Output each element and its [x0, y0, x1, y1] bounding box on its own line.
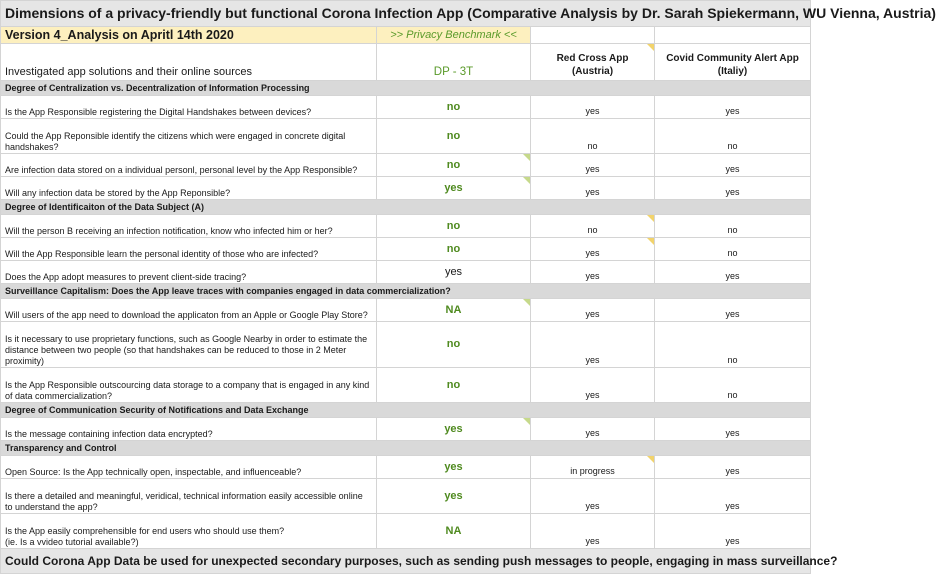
redcross-answer[interactable]: yes	[531, 238, 655, 261]
section-header-row	[1, 200, 811, 215]
empty-cell[interactable]	[655, 27, 811, 44]
table-row	[1, 119, 811, 154]
covid-answer[interactable]: yes	[655, 479, 811, 514]
question-cell[interactable]	[1, 418, 377, 441]
comment-marker-icon	[647, 215, 654, 222]
redcross-answer[interactable]: yes	[531, 154, 655, 177]
comment-marker-icon	[523, 154, 530, 161]
redcross-answer[interactable]: no	[531, 119, 655, 154]
table-row	[1, 177, 811, 200]
question-text: Is the message containing infection data encrypted?	[5, 429, 213, 439]
dp3t-answer[interactable]: no	[377, 119, 531, 154]
comment-marker-icon	[523, 418, 530, 425]
question-cell[interactable]	[1, 215, 377, 238]
table-row	[1, 514, 811, 549]
covid-header-line1: Covid Community Alert App	[666, 53, 799, 64]
covid-answer[interactable]: yes	[655, 514, 811, 549]
table-row	[1, 322, 811, 368]
question-text: Is it necessary to use proprietary functions, such as Google Nearby in order to estimate the	[5, 334, 368, 344]
table-row	[1, 299, 811, 322]
covid-answer[interactable]: no	[655, 368, 811, 403]
privacy-benchmark-cell[interactable]: >> Privacy Benchmark <<	[377, 27, 531, 44]
covid-answer[interactable]: no	[655, 322, 811, 368]
redcross-answer[interactable]: yes	[531, 322, 655, 368]
redcross-answer[interactable]: yes	[531, 514, 655, 549]
version-cell[interactable]: Version 4_Analysis on Apritl 14th 2020	[1, 27, 377, 44]
table-row	[1, 261, 811, 284]
table-row	[1, 479, 811, 514]
question-text: Will the App Responsible learn the personal identity of those who are infected?	[5, 249, 319, 259]
redcross-answer[interactable]: yes	[531, 479, 655, 514]
dp3t-answer[interactable]: yes	[377, 261, 531, 284]
dp3t-answer[interactable]: yes	[377, 177, 531, 200]
page-title[interactable]: Dimensions of a privacy-friendly but functional Corona Infection App (Comparative Analysis by Dr. Sarah Spiekermann, WU Vienna, Austria)	[1, 1, 811, 27]
question-text: Open Source: Is the App technically open, inspectable, and influenceable?	[5, 467, 302, 477]
section-heading[interactable]: Surveillance Capitalism: Does the App leave traces with companies engaged in data commercialization?	[1, 284, 811, 299]
title-row	[1, 1, 811, 27]
dp3t-column-header[interactable]: DP - 3T	[377, 44, 531, 81]
table-row	[1, 96, 811, 119]
question-cell[interactable]	[1, 514, 377, 549]
redcross-answer[interactable]: yes	[531, 418, 655, 441]
covid-answer[interactable]: yes	[655, 456, 811, 479]
footer-question[interactable]: Could Corona App Data be used for unexpected secondary purposes, such as sending push messages to people, engaging in mass surveillance?	[1, 549, 811, 574]
comment-marker-icon	[647, 456, 654, 463]
section-heading[interactable]: Transparency and Control	[1, 441, 811, 456]
comment-marker-icon	[523, 299, 530, 306]
dp3t-answer[interactable]: no	[377, 322, 531, 368]
question-text: Will users of the app need to download the applicaton from an Apple or Google Play Store?	[5, 310, 368, 320]
dp3t-answer[interactable]: no	[377, 96, 531, 119]
question-cell[interactable]	[1, 456, 377, 479]
covid-answer[interactable]: yes	[655, 418, 811, 441]
question-cell[interactable]	[1, 368, 377, 403]
covid-answer[interactable]: yes	[655, 96, 811, 119]
question-text: Could the App Reponsible identify the citizens which were engaged in concrete digital	[5, 131, 346, 141]
question-column-header[interactable]: Investigated app solutions and their online sources	[1, 44, 377, 81]
question-cell[interactable]	[1, 119, 377, 154]
footer-row	[1, 549, 811, 574]
covid-column-header[interactable]	[655, 44, 811, 81]
redcross-header-line2: (Austria)	[571, 66, 614, 77]
dp3t-answer[interactable]: yes	[377, 418, 531, 441]
question-text: Is there a detailed and meaningful, veridical, technical information easily accessible online	[5, 491, 363, 501]
covid-answer[interactable]: yes	[655, 154, 811, 177]
table-row	[1, 154, 811, 177]
question-cell[interactable]	[1, 238, 377, 261]
question-text: proximity)	[5, 356, 45, 366]
covid-answer[interactable]: yes	[655, 299, 811, 322]
empty-cell[interactable]	[531, 27, 655, 44]
version-row	[1, 27, 811, 44]
section-header-row	[1, 441, 811, 456]
comment-marker-icon	[647, 238, 654, 245]
section-header-row	[1, 403, 811, 418]
redcross-answer[interactable]: yes	[531, 299, 655, 322]
table-row	[1, 215, 811, 238]
redcross-answer[interactable]: no	[531, 215, 655, 238]
section-heading[interactable]: Degree of Centralization vs. Decentralization of Information Processing	[1, 81, 811, 96]
table-row	[1, 238, 811, 261]
dp3t-answer[interactable]: NA	[377, 514, 531, 549]
redcross-column-header[interactable]	[531, 44, 655, 81]
question-cell[interactable]	[1, 154, 377, 177]
covid-answer[interactable]: no	[655, 238, 811, 261]
covid-answer[interactable]: no	[655, 119, 811, 154]
question-text: distance between two people (so that handshakes can be reduced to those in 2 Meter	[5, 345, 347, 355]
dp3t-answer[interactable]: yes	[377, 456, 531, 479]
question-cell[interactable]	[1, 479, 377, 514]
table-row	[1, 368, 811, 403]
comment-marker-icon	[523, 177, 530, 184]
column-header-row	[1, 44, 811, 81]
dp3t-answer[interactable]: yes	[377, 479, 531, 514]
section-heading[interactable]: Degree of Communication Security of Notifications and Data Exchange	[1, 403, 811, 418]
question-cell[interactable]	[1, 299, 377, 322]
dp3t-answer[interactable]: no	[377, 238, 531, 261]
question-text: Is the App easily comprehensible for end users who should use them?	[5, 526, 285, 536]
question-cell[interactable]	[1, 322, 377, 368]
question-text: Are infection data stored on a individual personl, personal level by the App Responsible?	[5, 165, 358, 175]
question-text: Will any infection data be stored by the App Reponsible?	[5, 188, 231, 198]
question-text: Is the App Responsible registering the Digital Handshakes between devices?	[5, 107, 312, 117]
question-text: to understand the app?	[5, 502, 98, 512]
section-header-row	[1, 81, 811, 96]
question-text: Is the App Responsible outscourcing data storage to a company that is engaged in any kind	[5, 380, 370, 390]
question-text: Does the App adopt measures to prevent client-side tracing?	[5, 272, 247, 282]
section-heading[interactable]: Degree of Identificaiton of the Data Subject (A)	[1, 200, 811, 215]
question-cell[interactable]	[1, 177, 377, 200]
section-header-row	[1, 284, 811, 299]
covid-answer[interactable]: yes	[655, 261, 811, 284]
comment-marker-icon	[647, 44, 654, 51]
covid-header-line2: (Italiy)	[717, 66, 748, 77]
covid-answer[interactable]: no	[655, 215, 811, 238]
question-text: of data commercialization?	[5, 391, 113, 401]
question-text: handshakes?	[5, 142, 59, 152]
question-text: (ie. Is a vvideo tutorial available?)	[5, 537, 139, 547]
table-row	[1, 418, 811, 441]
redcross-answer[interactable]: in progress	[531, 456, 655, 479]
question-text: Will the person B receiving an infection notification, know who infected him or her?	[5, 226, 333, 236]
question-cell[interactable]	[1, 96, 377, 119]
covid-answer[interactable]: yes	[655, 177, 811, 200]
redcross-answer[interactable]: yes	[531, 261, 655, 284]
dp3t-answer[interactable]: NA	[377, 299, 531, 322]
redcross-answer[interactable]: yes	[531, 96, 655, 119]
dp3t-answer[interactable]: no	[377, 368, 531, 403]
table-row	[1, 456, 811, 479]
redcross-header-line1: Red Cross App	[556, 53, 629, 64]
question-cell[interactable]	[1, 261, 377, 284]
redcross-answer[interactable]: yes	[531, 368, 655, 403]
redcross-answer[interactable]: yes	[531, 177, 655, 200]
dp3t-answer[interactable]: no	[377, 154, 531, 177]
dp3t-answer[interactable]: no	[377, 215, 531, 238]
